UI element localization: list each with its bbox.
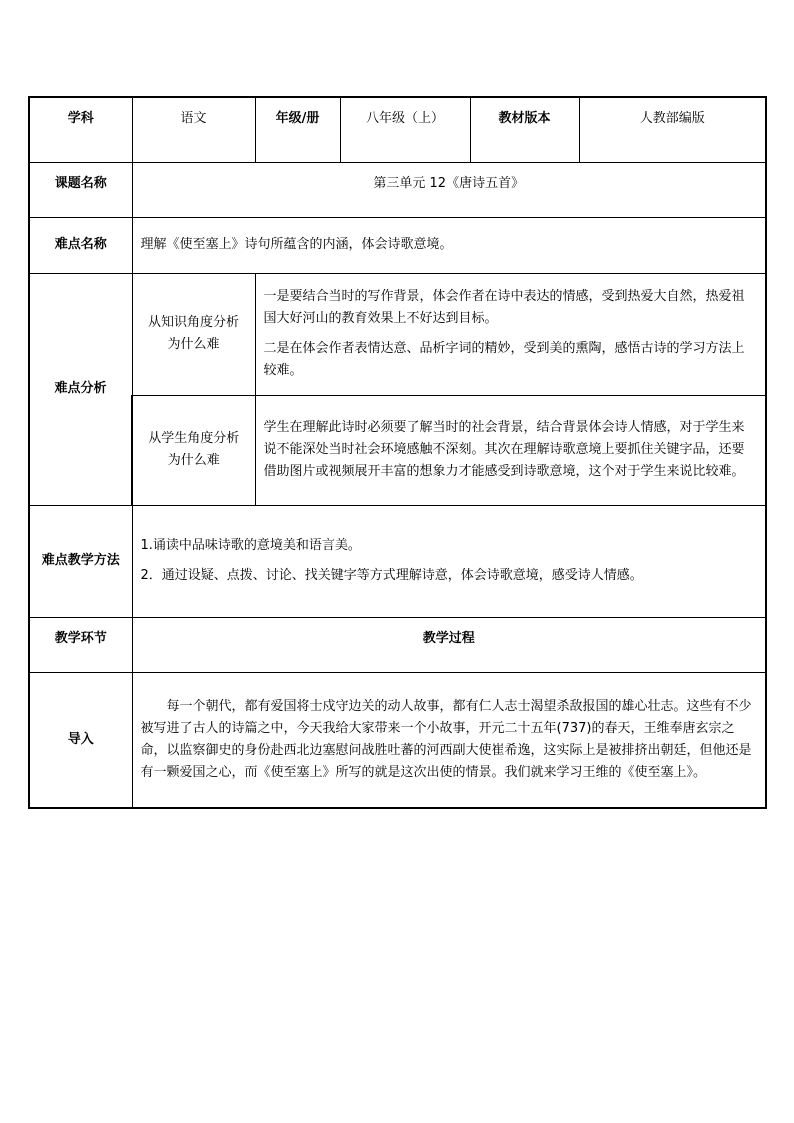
method-text <box>132 505 766 617</box>
knowledge-angle-line1: 从知识角度分析 <box>147 315 239 330</box>
student-paragraph-1: 学生在理解此诗时必须要了解当时的社会背景，结合背景体会诗人情感，对于学生来说不能深处当时社会环境感触不深刻。其次在理解诗歌意境上要抓住关键字品，还要借助图片或视频展开丰富的想象力才能感受到诗歌意境，这个对于学生来说比较难。 <box>263 420 745 479</box>
method-label: 难点教学方法 <box>29 505 132 617</box>
analysis-student-row <box>29 395 766 505</box>
student-angle-line2: 为什么难 <box>167 453 220 468</box>
knowledge-analysis-text <box>255 273 766 395</box>
lesson-title-text: 第三单元 12《唐诗五首》 <box>373 175 525 191</box>
intro-text-cell <box>132 672 766 808</box>
subject-label: 学科 <box>29 97 132 162</box>
lesson-label: 课题名称 <box>29 162 132 217</box>
knowledge-angle-label <box>132 273 255 395</box>
student-analysis-text <box>255 395 766 505</box>
edition-label: 教材版本 <box>470 97 579 162</box>
analysis-knowledge-row <box>29 273 766 395</box>
intro-paragraph: 每一个朝代，都有爱国将士戍守边关的动人故事，都有仁人志士渴望杀敌报国的雄心壮志。这些有不少被写进了古人的诗篇之中，今天我给大家带来一个小故事，开元二十五年(737)的春天，王维奉唐玄宗之命，以监察御史的身份赴西北边塞慰问战胜吐蕃的河西副大使崔希逸，这实际上是被排挤出朝廷，但他还是有一颗爱国之心，而《使至塞上》所写的就是这次出使的情景。我们就来学习王维的《使至塞上》。 <box>140 698 752 780</box>
intro-row <box>29 672 766 808</box>
subject-value: 语文 <box>132 97 255 162</box>
edition-value: 人教部编版 <box>579 97 766 162</box>
analysis-label: 难点分析 <box>29 273 132 505</box>
lesson-plan-table <box>28 96 767 809</box>
method-item-1: 1.诵读中品味诗歌的意境美和语言美。 <box>140 538 361 553</box>
intro-label: 导入 <box>29 672 132 808</box>
knowledge-paragraph-1: 一是要结合当时的写作背景，体会作者在诗中表达的情感，受到热爱大自然，热爱祖国大好河山的教育效果上不好达到目标。 <box>263 289 745 326</box>
process-label: 教学过程 <box>132 617 766 672</box>
stage-label: 教学环节 <box>29 617 132 672</box>
method-item-2: 2．通过设疑、点拨、讨论、找关键字等方式理解诗意，体会诗歌意境，感受诗人情感。 <box>140 568 643 583</box>
student-angle-label <box>132 395 255 505</box>
lesson-row <box>29 162 766 217</box>
method-row <box>29 505 766 617</box>
grade-value: 八年级（上） <box>340 97 470 162</box>
knowledge-angle-line2: 为什么难 <box>167 337 220 352</box>
lesson-title <box>132 162 766 217</box>
header-row <box>29 97 766 162</box>
knowledge-paragraph-2: 二是在体会作者表情达意、品析字词的精妙，受到美的熏陶，感悟古诗的学习方法上较难。 <box>263 341 745 378</box>
difficulty-value: 理解《使至塞上》诗句所蕴含的内涵，体会诗歌意境。 <box>132 217 766 273</box>
process-header-row <box>29 617 766 672</box>
difficulty-label: 难点名称 <box>29 217 132 273</box>
difficulty-row <box>29 217 766 273</box>
grade-label: 年级/册 <box>255 97 340 162</box>
student-angle-line1: 从学生角度分析 <box>148 431 240 446</box>
